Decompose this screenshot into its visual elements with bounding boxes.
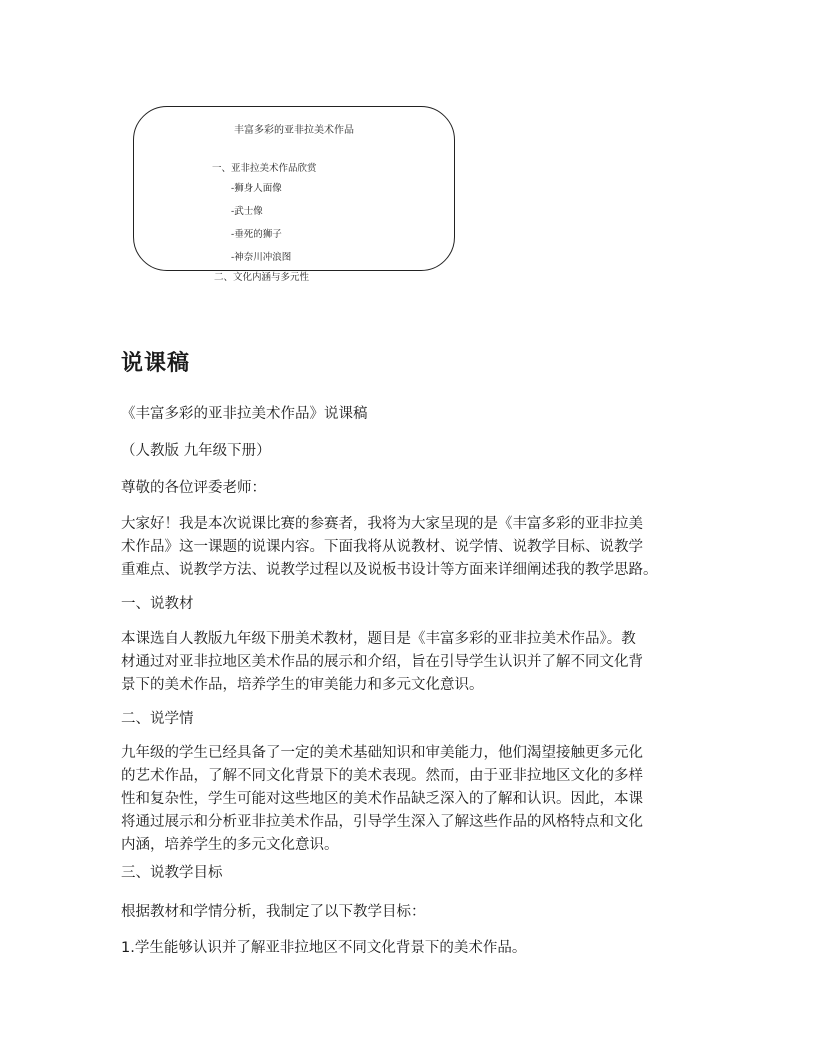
section-heading-students: 二、说学情: [121, 711, 194, 727]
board-item: -神奈川冲浪图: [231, 252, 292, 263]
students-paragraph: 九年级的学生已经具备了一定的美术基础知识和审美能力，他们渴望接触更多元化 的艺术作品，了解不同文化背景下的美术表现。然而，由于亚非拉地区文化的多样 性和复杂性，学生可能对这些地区的美术作品缺乏深入的了解和认识。因此，本课 将通过展示和分析亚非拉美术作品，引导学生深入了解这些作品的风格特点和文化 内涵，培养学生的多元文化意识。: [121, 745, 643, 853]
edition-line: （人教版 九年级下册）: [121, 443, 271, 459]
blackboard-design-box: [133, 106, 455, 283]
board-title: 丰富多彩的亚非拉美术作品: [234, 125, 354, 136]
objective-item: 1.学生能够认识并了解亚非拉地区不同文化背景下的美术作品。: [121, 940, 527, 956]
document-heading: 说课稿: [121, 351, 191, 376]
objectives-intro: 根据教材和学情分析，我制定了以下教学目标：: [121, 904, 426, 920]
board-item: -狮身人面像: [231, 183, 282, 194]
section-heading-objectives: 三、说教学目标: [121, 865, 223, 881]
lesson-title-line: 《丰富多彩的亚非拉美术作品》说课稿: [121, 406, 368, 422]
board-item: -垂死的狮子: [231, 229, 282, 240]
section-heading-textbook: 一、说教材: [121, 596, 194, 612]
board-section-two: 二、文化内涵与多元性: [214, 272, 310, 283]
intro-paragraph: 大家好！我是本次说课比赛的参赛者，我将为大家呈现的是《丰富多彩的亚非拉美 术作品》这一课题的说课内容。下面我将从说教材、说学情、说教学目标、说教学 重难点、说教学方法、说教学过程以及说板书设计等方面来详细阐述我的教学思路。: [121, 516, 658, 578]
board-item: -武士像: [231, 206, 263, 217]
greeting-line: 尊敬的各位评委老师：: [121, 480, 266, 496]
board-section-one: 一、亚非拉美术作品欣赏: [212, 163, 317, 174]
textbook-paragraph: 本课选自人教版九年级下册美术教材，题目是《丰富多彩的亚非拉美术作品》。教 材通过对亚非拉地区美术作品的展示和介绍，旨在引导学生认识并了解不同文化背 景下的美术作品，培养学生的审美能力和多元文化意识。: [121, 631, 643, 693]
